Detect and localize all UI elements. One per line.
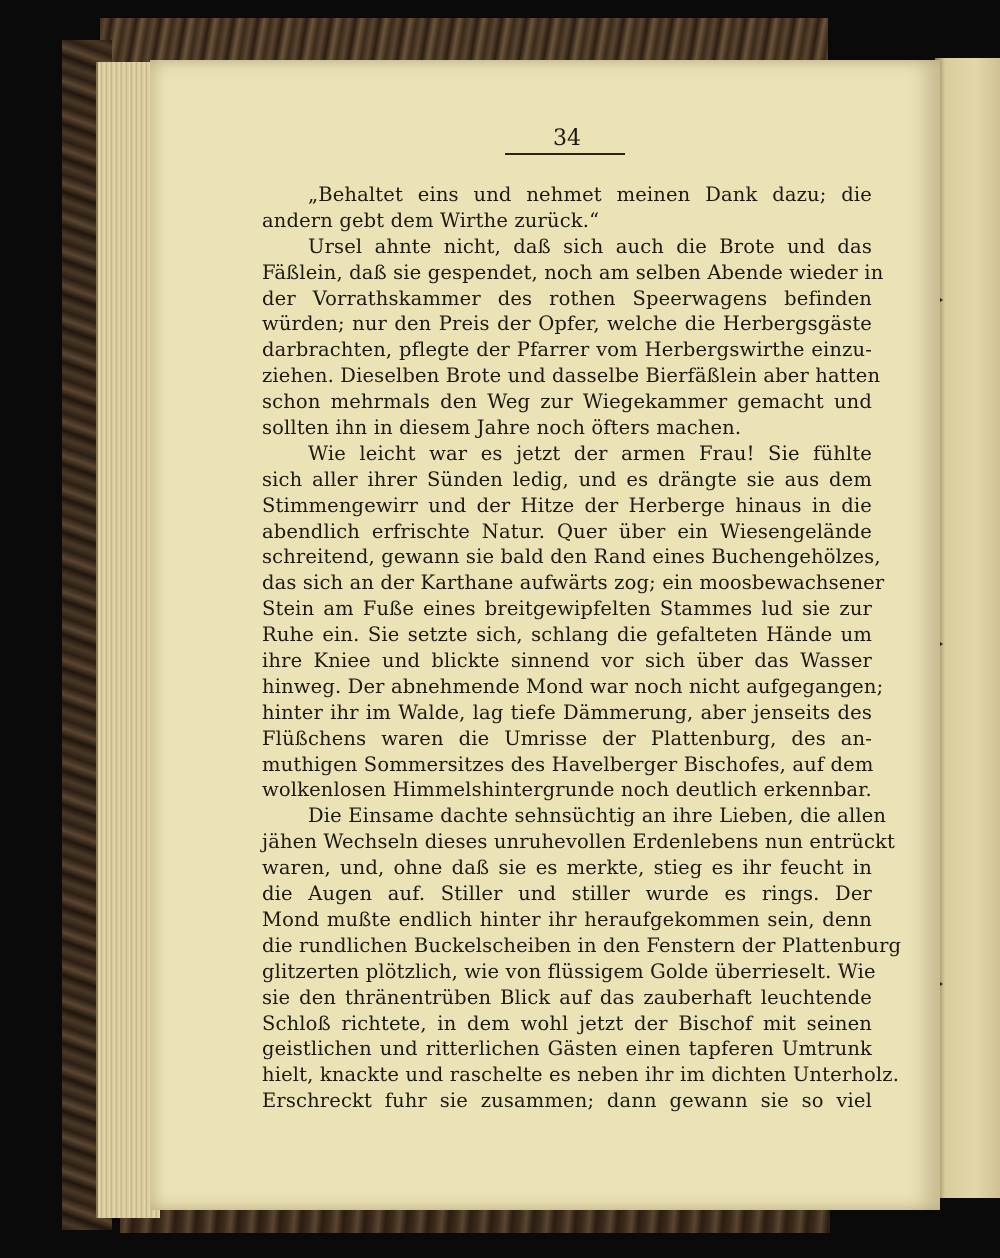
- text-line: der Vorrathskammer des rothen Speerwagens befinden: [262, 286, 872, 310]
- text-line: sie den thränentrüben Blick auf das zauberhaft leuchtende: [262, 985, 872, 1009]
- text-line: Stein am Fuße eines breitgewipfelten Stammes lud sie zur: [262, 597, 872, 621]
- text-line: schreitend, gewann sie bald den Rand eines Buchengehölzes,: [262, 545, 881, 569]
- text-line: hinter ihr im Walde, lag tiefe Dämmerung, aber jenseits des: [262, 700, 872, 724]
- text-line: ziehen. Dieselben Brote und dasselbe Bierfäßlein aber hatten: [262, 364, 881, 388]
- header-rule: [505, 153, 625, 155]
- text-line: darbrachten, pflegte der Pfarrer vom Herbergswirthe einzu-: [262, 338, 872, 362]
- page-number: 34: [553, 126, 581, 151]
- text-line: waren, und, ohne daß sie es merkte, stieg es ihr feucht in: [262, 856, 872, 880]
- text-line: die Augen auf. Stiller und stiller wurde es rings. Der: [262, 882, 872, 906]
- text-line: muthigen Sommersitzes des Havelberger Bischofes, auf dem: [262, 752, 874, 776]
- text-line: Mond mußte endlich hinter ihr heraufgekommen sein, denn: [262, 907, 872, 931]
- text-line: würden; nur den Preis der Opfer, welche die Herbergsgäste: [262, 312, 872, 336]
- text-line: das sich an der Karthane aufwärts zog; ein moosbewachsener: [262, 571, 885, 595]
- text-line: abendlich erfrischte Natur. Quer über ein Wiesengelände: [262, 519, 872, 543]
- text-line: Die Einsame dachte sehnsüchtig an ihre Lieben, die allen: [308, 804, 887, 828]
- text-line: Schloß richtete, in dem wohl jetzt der Bischof mit seinen: [262, 1011, 872, 1035]
- text-line: Wie leicht war es jetzt der armen Frau! Sie fühlte: [308, 441, 872, 465]
- text-line: Ruhe ein. Sie setzte sich, schlang die gefalteten Hände um: [262, 623, 872, 647]
- text-line: hinweg. Der abnehmende Mond war noch nicht aufgegangen;: [262, 674, 884, 698]
- text-line: andern gebt dem Wirthe zurück.“: [262, 208, 600, 232]
- text-line: Erschreckt fuhr sie zusammen; dann gewann sie so viel: [262, 1089, 872, 1113]
- facing-page-edge: [935, 58, 1000, 1198]
- page-body-text: [262, 182, 902, 1114]
- text-line: Flüßchens waren die Umrisse der Plattenburg, des an-: [262, 726, 872, 750]
- text-line: geistlichen und ritterlichen Gästen einen tapferen Umtrunk: [262, 1037, 872, 1061]
- text-line: Ursel ahnte nicht, daß sich auch die Brote und das: [308, 234, 872, 258]
- text-line: „Behaltet eins und nehmet meinen Dank dazu; die: [308, 183, 872, 206]
- text-line: Stimmengewirr und der Hitze der Herberge hinaus in die: [262, 493, 872, 517]
- text-line: wolkenlosen Himmelshintergrunde noch deutlich erkennbar.: [262, 778, 872, 802]
- text-line: jähen Wechseln dieses unruhevollen Erdenlebens nun entrückt: [262, 830, 895, 854]
- text-line: glitzerten plötzlich, wie von flüssigem Golde überrieselt. Wie: [262, 959, 876, 983]
- text-line: ihre Kniee und blickte sinnend vor sich über das Wasser: [262, 649, 872, 673]
- text-line: die rundlichen Buckelscheiben in den Fenstern der Plattenburg: [262, 933, 902, 957]
- text-line: sollten ihn in diesem Jahre noch öfters machen.: [262, 416, 742, 440]
- text-line: schon mehrmals den Weg zur Wiegekammer gemacht und: [262, 390, 872, 414]
- text-line: hielt, knackte und raschelte es neben ihr im dichten Unterholz.: [262, 1063, 900, 1087]
- text-line: Fäßlein, daß sie gespendet, noch am selben Abende wieder in: [262, 260, 884, 284]
- text-line: sich aller ihrer Sünden ledig, und es drängte sie aus dem: [262, 467, 872, 491]
